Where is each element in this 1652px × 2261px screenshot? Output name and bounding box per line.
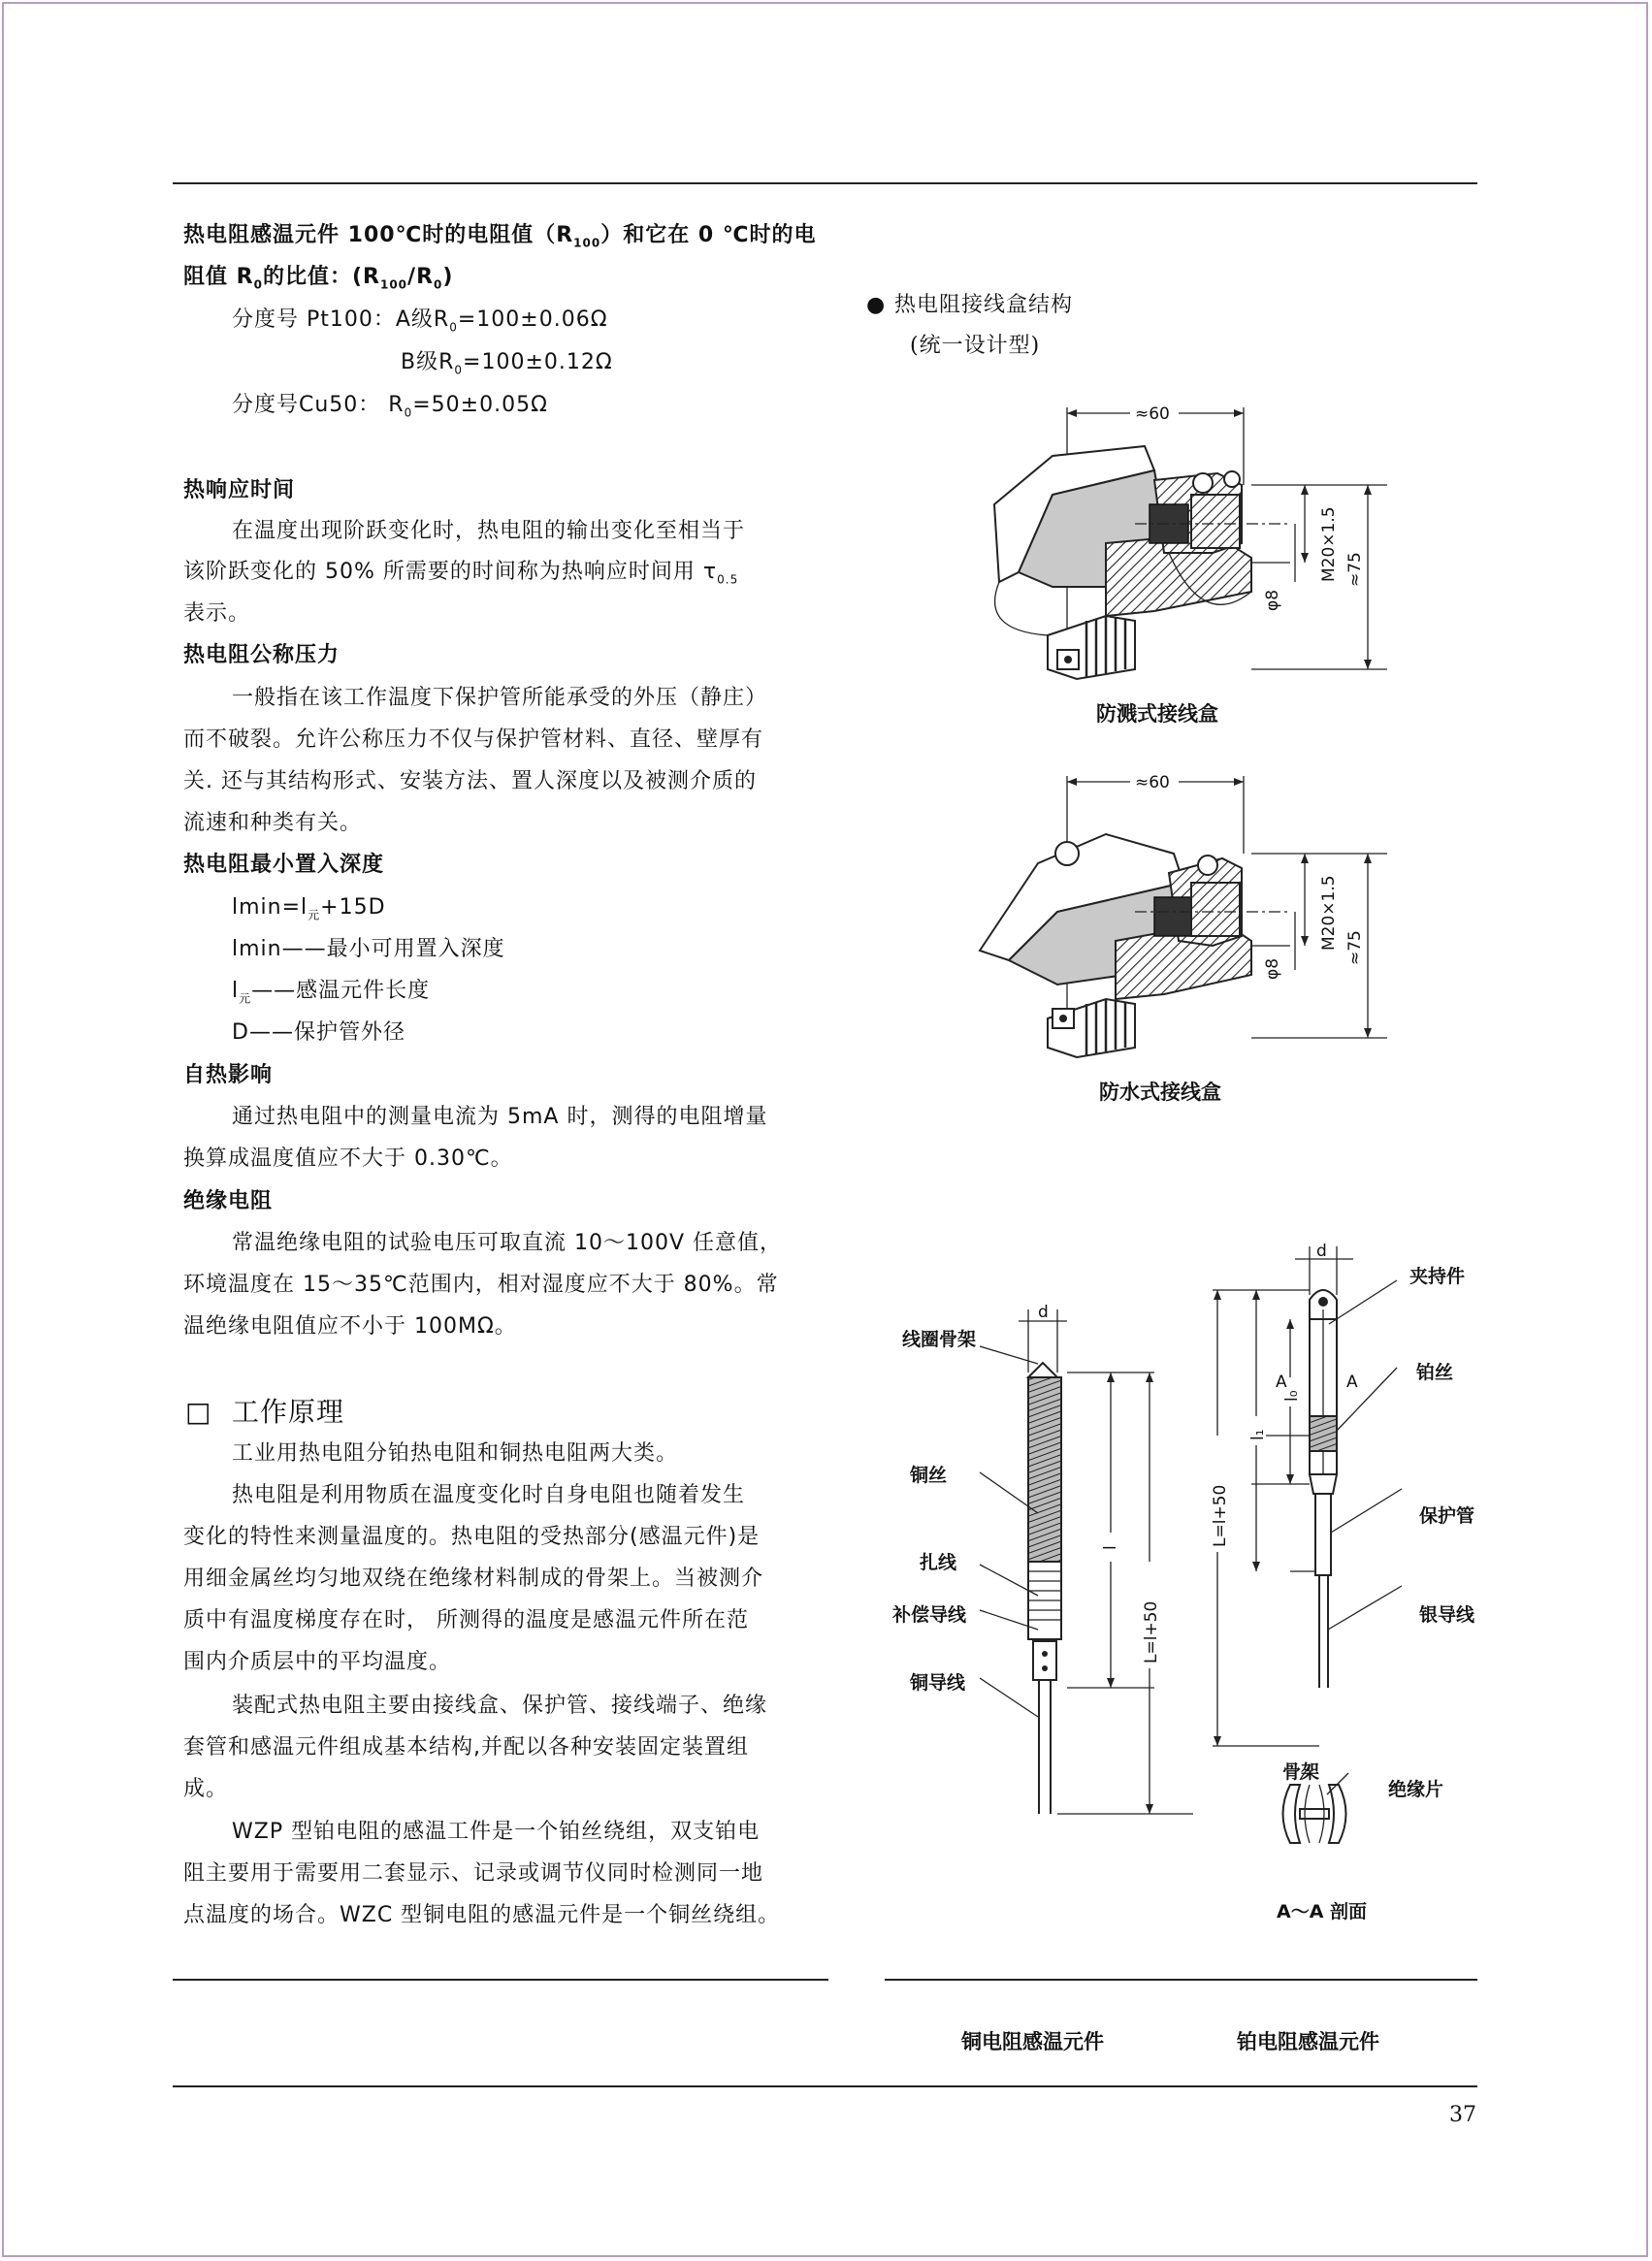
box1-height-dim: ≈75 [1345, 552, 1365, 587]
platinum-label-pt-wire: 铂丝 [1416, 1362, 1454, 1383]
insulation-line-3: 温绝缘电阻值应不小于 100MΩ。 [183, 1314, 517, 1339]
copper-element-caption: 铜电阻感温元件 [961, 2030, 1104, 2053]
principle-line-12: 点温度的场合。WZC 型铜电阻的感温元件是一个铜丝绕组。 [183, 1903, 781, 1927]
principle-line-7: 装配式热电阻主要由接线盒、保护管、接线端子、绝缘 [232, 1694, 768, 1718]
heading-working-principle: 工作原理 [232, 1396, 345, 1428]
principle-line-11: 阻主要用于需要用二套显示、记录或调节仪同时检测同一地 [183, 1861, 764, 1886]
top-rule [173, 182, 1477, 184]
depth-d-def: D——保护管外径 [232, 1020, 405, 1045]
heading-nominal-pressure: 热电阻公称压力 [183, 643, 340, 667]
platinum-l0-dim: l₀ [1282, 1390, 1302, 1402]
pt100-a-grade: 分度号 Pt100：A级$R_0=100\pm 0.06\Omega$ [232, 307, 608, 335]
principle-line-3: 变化的特性来测量温度的。热电阻的受热部分(感温元件)是 [183, 1525, 761, 1549]
heading-response-time: 热响应时间 [183, 478, 296, 502]
copper-label-binding: 扎线 [920, 1552, 957, 1573]
principle-line-5: 质中有温度梯度存在时， 所测得的温度是感温元件所在范 [183, 1608, 749, 1632]
copper-label-bobbin: 线圈骨架 [902, 1329, 977, 1350]
platinum-l1-dim: l₁ [1248, 1429, 1268, 1440]
box2-dia-dim: φ8 [1263, 957, 1282, 980]
principle-line-10: WZP 型铂电阻的感温工件是一个铂丝绕组，双支铂电 [232, 1820, 761, 1844]
cu50-grade: 分度号Cu50： $R_0=50\pm 0.05\Omega$ [232, 393, 548, 420]
copper-L-dim: L=l+50 [1142, 1600, 1161, 1663]
copper-label-comp-lead: 补偿导线 [892, 1604, 967, 1626]
box1-dia-dim: φ8 [1263, 589, 1282, 611]
pressure-line-2: 而不破裂。允许公称压力不仅与保护管材料、直径、壁厚有 [183, 727, 764, 752]
ratio-line-2: 阻值 $R_0$的比值：$(R_{100}/R_0)$ [183, 265, 454, 292]
box1-caption: 防溅式接线盒 [1096, 702, 1218, 726]
copper-label-copper-wire: 铜丝 [910, 1465, 948, 1486]
box1-width-dim: ≈60 [1135, 404, 1170, 424]
platinum-label-silver-lead: 银导线 [1419, 1604, 1475, 1626]
principle-line-8: 套管和感温元件组成基本结构,并配以各种安装固定装置组 [183, 1735, 749, 1760]
platinum-label-insul-sheet: 绝缘片 [1388, 1779, 1444, 1800]
copper-leader-lines [970, 1329, 1048, 1697]
left-column-bottom-rule [173, 1979, 828, 1981]
heading-insulation: 绝缘电阻 [183, 1189, 274, 1213]
principle-line-2: 热电阻是利用物质在温度变化时自身电阻也随着发生 [232, 1483, 746, 1507]
box1-thread-dim: M20×1.5 [1319, 506, 1339, 582]
footer-rule [173, 2085, 1477, 2087]
principle-line-1: 工业用热电阻分铂热电阻和铜热电阻两大类。 [232, 1441, 679, 1466]
heading-min-depth: 热电阻最小置入深度 [183, 853, 385, 877]
selfheat-line-2: 换算成温度值应不大于 0.30℃。 [183, 1147, 513, 1171]
section-title: 热电阻接线盒结构 [894, 293, 1074, 317]
copper-d-dim: d [1038, 1303, 1049, 1322]
platinum-label-protect-tube: 保护管 [1419, 1505, 1475, 1527]
depth-lmin-def: lmin——最小可用置入深度 [232, 937, 505, 961]
platinum-label-clamp: 夹持件 [1409, 1266, 1466, 1287]
section-subtitle: (统一设计型) [910, 334, 1041, 358]
heading-self-heating: 自热影响 [183, 1063, 274, 1087]
box2-width-dim: ≈60 [1135, 773, 1170, 792]
pressure-line-1: 一般指在该工作温度下保护管所能承受的外压（静庄） [232, 686, 768, 710]
principle-line-6: 围内介质层中的平均温度。 [183, 1650, 452, 1674]
section-aa-caption: A～A 剖面 [1277, 1901, 1368, 1922]
platinum-element-drawing [1193, 1242, 1407, 1765]
principle-box-mark: □ [185, 1396, 212, 1428]
waterproof-box-drawing [960, 766, 1407, 1077]
platinum-d-dim: d [1316, 1242, 1327, 1261]
bullet: ● [866, 293, 887, 317]
right-column-bottom-rule [885, 1979, 1477, 1981]
box2-thread-dim: M20×1.5 [1319, 875, 1339, 951]
response-line-1: 在温度出现阶跃变化时，热电阻的输出变化至相当于 [232, 519, 746, 543]
box2-caption: 防水式接线盒 [1099, 1081, 1221, 1104]
box2-height-dim: ≈75 [1345, 930, 1365, 965]
platinum-label-frame: 骨架 [1282, 1761, 1320, 1783]
copper-l-dim: l [1101, 1545, 1120, 1550]
pt100-b-grade: B级$R_0=100\pm 0.12\Omega$ [401, 350, 613, 377]
splash-proof-box-drawing [960, 388, 1407, 698]
platinum-section-mark-right: A [1346, 1373, 1358, 1392]
page-number: 37 [1449, 2103, 1476, 2127]
ratio-line-1: 热电阻感温元件 100℃时的电阻值$(R_{100})$和它在 0 ℃时的电 [183, 223, 817, 250]
principle-line-4: 用细金属丝均匀地双绕在绝缘材料制成的骨架上。当被测介 [183, 1567, 764, 1591]
response-line-3: 表示。 [183, 601, 251, 626]
pressure-line-4: 流速和种类有关。 [183, 811, 363, 835]
insulation-line-1: 常温绝缘电阻的试验电压可取直流 10～100V 任意值， [232, 1231, 783, 1255]
depth-lelement-def: $l_元——$感温元件长度 [232, 979, 431, 1006]
response-line-2: 该阶跃变化的 50% 所需要的时间称为热响应时间用 $\tau_{0.5}$ [183, 560, 739, 587]
insulation-line-2: 环境温度在 15～35℃范围内，相对湿度应不大于 80%。常 [183, 1273, 779, 1297]
platinum-element-caption: 铂电阻感温元件 [1237, 2030, 1379, 2053]
pressure-line-3: 关. 还与其结构形式、安装方法、置人深度以及被测介质的 [183, 769, 757, 793]
depth-formula: $lmin=l_元+15D$ [232, 895, 386, 922]
selfheat-line-1: 通过热电阻中的测量电流为 5mA 时，测得的电阻增量 [232, 1105, 768, 1129]
principle-line-9: 成。 [183, 1777, 229, 1801]
copper-label-copper-lead: 铜导线 [910, 1672, 966, 1694]
platinum-section-mark-left: A [1276, 1373, 1287, 1392]
platinum-L-dim: L=l+50 [1211, 1484, 1230, 1547]
